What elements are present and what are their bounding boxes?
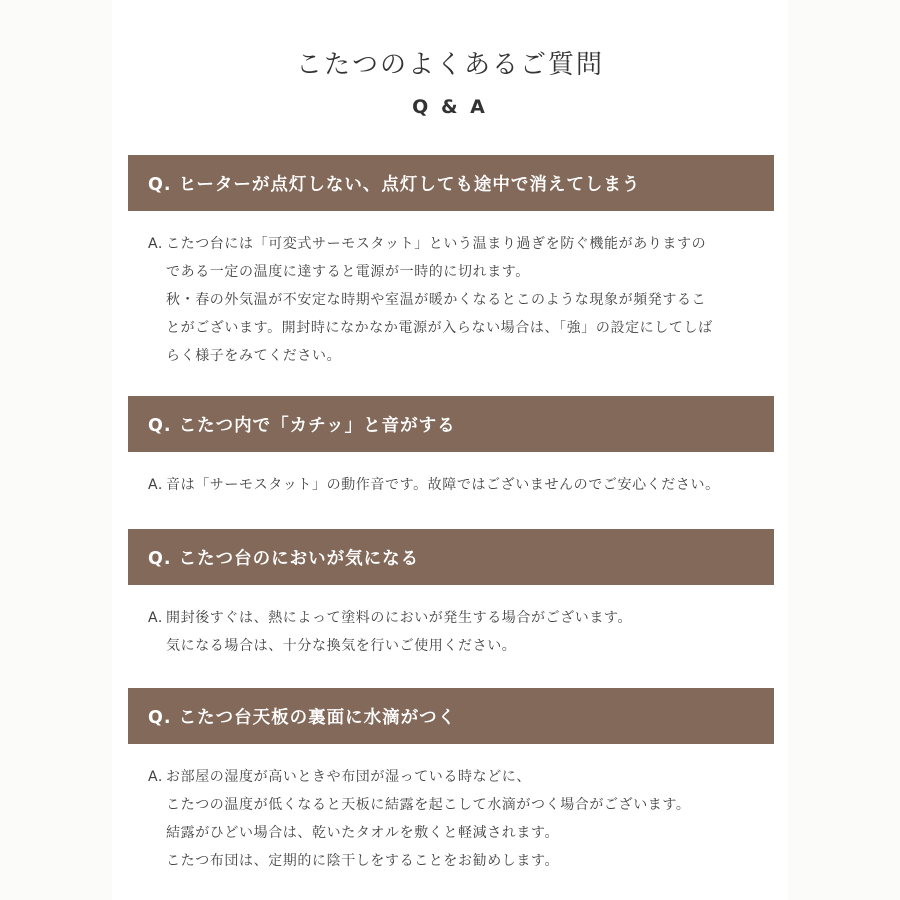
page-subtitle: Q & A bbox=[412, 96, 488, 118]
answer-text: お部屋の湿度が高いときや布団が湿っている時などに、 bbox=[166, 769, 531, 785]
faq-item bbox=[128, 155, 774, 370]
answer-line: こたつ布団は、定期的に陰干しをすることをお勧めします。 bbox=[166, 853, 560, 869]
faq-answer bbox=[128, 230, 774, 370]
page-title: こたつのよくあるご質問 bbox=[295, 50, 604, 80]
answer-prefix: A. bbox=[148, 610, 163, 626]
answer-text: 音は「サーモスタット」の動作音です。故障ではございませんのでご安心ください。 bbox=[166, 477, 720, 493]
answer-text: こたつ台には「可変式サーモスタット」という温まり過ぎを防ぐ機能がありますの bbox=[166, 236, 707, 252]
answer-prefix: A. bbox=[148, 477, 163, 493]
answer-line bbox=[148, 763, 774, 791]
answer-prefix: A. bbox=[148, 769, 163, 785]
answer-line: 秋・春の外気温が不安定な時期や室温が暖かくなるとこのような現象が頻発するこ bbox=[166, 292, 707, 308]
faq-question: Q. こたつ台天板の裏面に水滴がつく bbox=[128, 688, 774, 744]
answer-line bbox=[148, 604, 774, 632]
faq-question: Q. こたつ台のにおいが気になる bbox=[128, 529, 774, 585]
answer-line: 気になる場合は、十分な換気を行いご使用ください。 bbox=[166, 638, 517, 654]
faq-item bbox=[128, 529, 774, 660]
faq-question: Q. こたつ内で「カチッ」と音がする bbox=[128, 396, 774, 452]
answer-text: 開封後すぐは、熱によって塗料のにおいが発生する場合がございます。 bbox=[166, 610, 633, 626]
answer-line: とがございます。開封時になかなか電源が入らない場合は、「強」の設定にしてしば bbox=[166, 320, 713, 336]
answer-line: らく様子をみてください。 bbox=[166, 348, 342, 364]
answer-line: 結露がひどい場合は、乾いたタオルを敷くと軽減されます。 bbox=[166, 825, 560, 841]
answer-line bbox=[148, 230, 774, 258]
answer-line: こたつの温度が低くなると天板に結露を起こして水滴がつく場合がございます。 bbox=[166, 797, 691, 813]
faq-item bbox=[128, 688, 774, 875]
faq-item bbox=[128, 396, 774, 499]
faq-answer bbox=[128, 763, 774, 875]
answer-prefix: A. bbox=[148, 236, 163, 252]
answer-line: である一定の温度に達すると電源が一時的に切れます。 bbox=[166, 264, 530, 280]
faq-answer bbox=[128, 604, 774, 660]
faq-question: Q. ヒーターが点灯しない、点灯しても途中で消えてしまう bbox=[128, 155, 774, 211]
faq-answer bbox=[128, 471, 774, 499]
answer-line bbox=[148, 471, 774, 499]
